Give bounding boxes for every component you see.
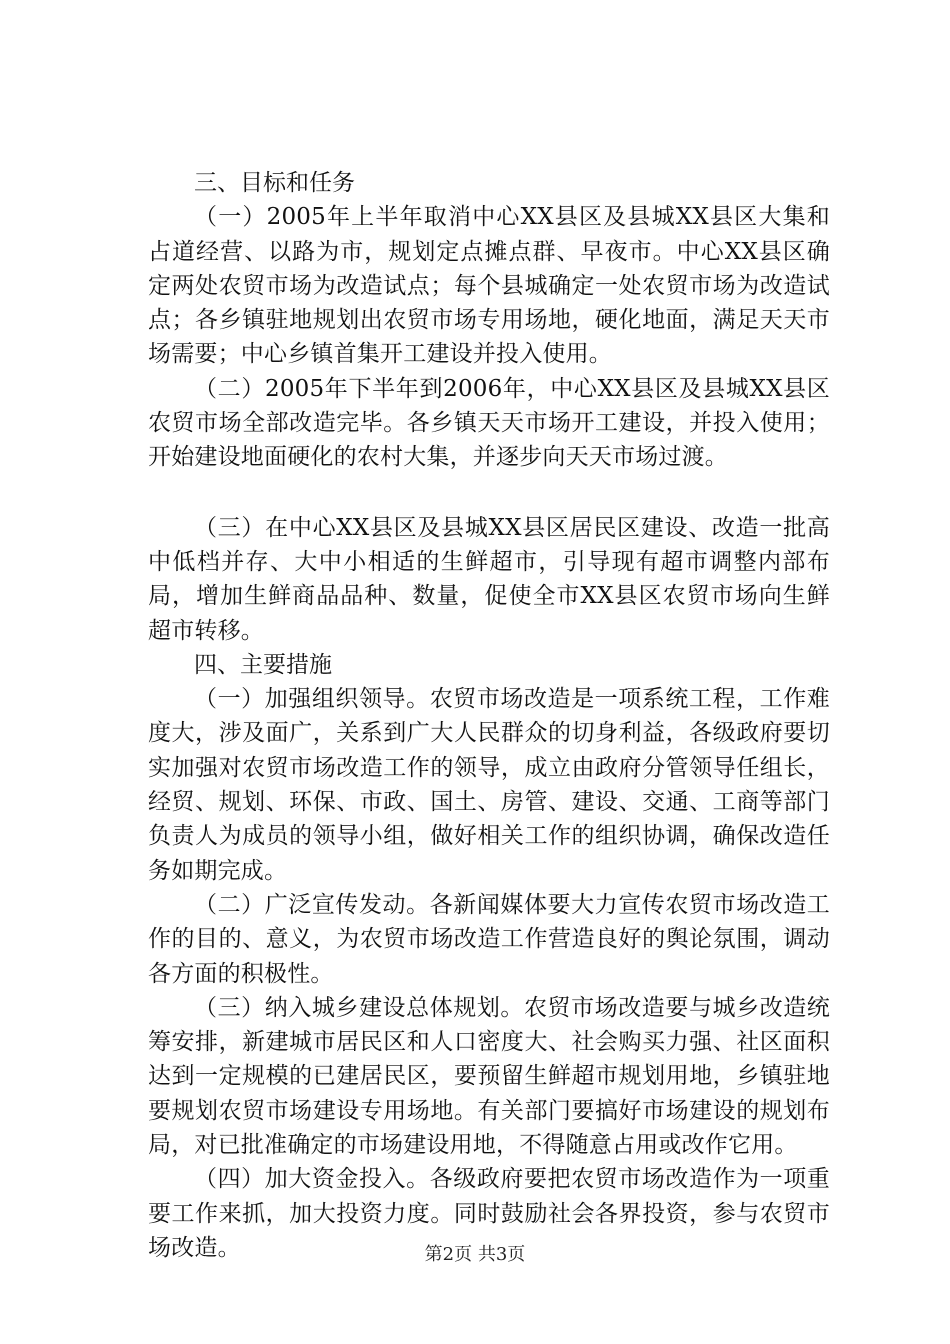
goals-paragraph-2: （二）2005年下半年到2006年，中心XX县区及县城XX县区农贸市场全部改造完毕。各乡镇天天市场开工建设，并投入使用；开始建设地面硬化的农村大集，并逐步向天天市场过渡。 [148,375,830,471]
document-body [148,166,830,1265]
section-heading-goals: 三、目标和任务 [194,170,355,196]
page-number: 第2页 共3页 [424,1244,526,1265]
measures-paragraph-3: （三）纳入城乡建设总体规划。农贸市场改造要与城乡改造统筹安排，新建城市居民区和人口密度大、社会购买力强、社区面积达到一定规模的已建居民区，要预留生鲜超市规划用地，乡镇驻地要规划农贸市场建设专用场地。有关部门要搞好市场建设的规划布局，对已批准确定的市场建设用地，不得随意占用或改作它用。 [148,994,830,1159]
measures-paragraph-2: （二）广泛宣传发动。各新闻媒体要大力宣传农贸市场改造工作的目的、意义，为农贸市场改造工作营造良好的舆论氛围，调动各方面的积极性。 [148,891,830,987]
measures-paragraph-1: （一）加强组织领导。农贸市场改造是一项系统工程，工作难度大，涉及面广，关系到广大人民群众的切身利益，各级政府要切实加强对农贸市场改造工作的领导，成立由政府分管领导任组长，经贸、规划、环保、市政、国土、房管、建设、交通、工商等部门负责人为成员的领导小组，做好相关工作的组织协调，确保改造任务如期完成。 [148,686,830,884]
goals-paragraph-3: （三）在中心XX县区及县城XX县区居民区建设、改造一批高中低档并存、大中小相适的生鲜超市，引导现有超市调整内部布局，增加生鲜商品品种、数量，促使全市XX县区农贸市场向生鲜超市转移。 [148,514,830,644]
measures-paragraph-4: （四）加大资金投入。各级政府要把农贸市场改造作为一项重要工作来抓，加大投资力度。同时鼓励社会各界投资，参与农贸市场改造。 [148,1166,830,1261]
goals-paragraph-1: （一）2005年上半年取消中心XX县区及县城XX县区大集和占道经营、以路为市，规划定点摊点群、早夜市。中心XX县区确定两处农贸市场为改造试点；每个县城确定一处农贸市场为改造试点；各乡镇驻地规划出农贸市场专用场地，硬化地面，满足天天市场需要；中心乡镇首集开工建设并投入使用。 [148,204,830,368]
section-heading-measures: 四、主要措施 [194,651,332,678]
